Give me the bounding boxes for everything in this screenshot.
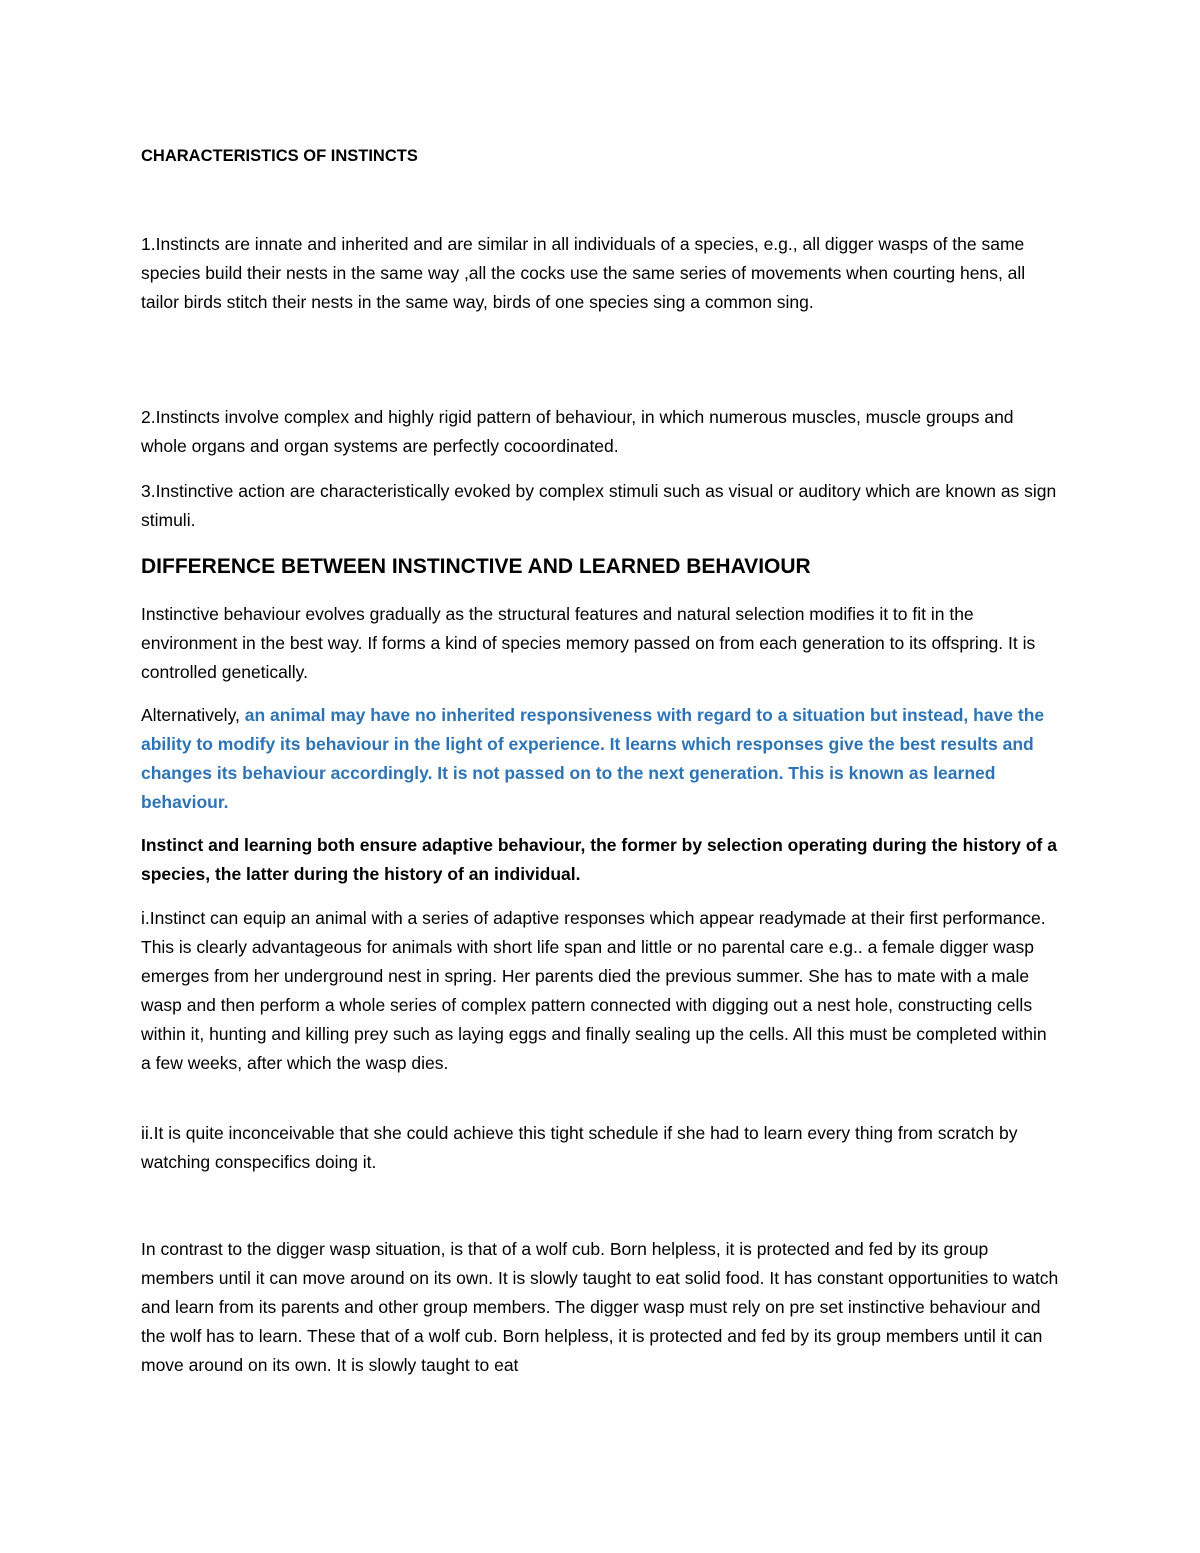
paragraph-instinct-and-learning: Instinct and learning both ensure adaptive behaviour, the former by selection operating during the history of a species, the latter during the history of an individual. xyxy=(141,835,1057,884)
highlighted-text: an animal may have no inherited responsiveness with regard to a situation but instead, have the ability to modify its behaviour in the light of experience. It learns which responses give the best results and changes its behaviour accordingly. It is not passed on to the next generation. This is known as learned behaviour. xyxy=(141,705,1045,812)
section-heading-difference: DIFFERENCE BETWEEN INSTINCTIVE AND LEARNED BEHAVIOUR xyxy=(141,555,811,578)
paragraph-lead-text: Alternatively, xyxy=(141,705,245,725)
section-heading-characteristics: CHARACTERISTICS OF INSTINCTS xyxy=(141,147,418,165)
paragraph-point-3: 3.Instinctive action are characteristically evoked by complex stimuli such as visual or auditory which are known as sign stimuli. xyxy=(141,481,1057,530)
paragraph-point-1: 1.Instincts are innate and inherited and are similar in all individuals of a species, e.g., all digger wasps of the same species build their nests in the same way ,all the cocks use the same series of movements when courting hens, all tailor birds stitch their nests in the same way, birds of one species sing a common sing. xyxy=(141,234,1026,312)
paragraph-point-ii: ii.It is quite inconceivable that she could achieve this tight schedule if she had to learn every thing from scratch by watching conspecifics doing it. xyxy=(141,1123,1018,1172)
paragraph-point-i: i.Instinct can equip an animal with a series of adaptive responses which appear readymade at their first performance. This is clearly advantageous for animals with short life span and little or no parental care e.g.. a female digger wasp emerges from her underground nest in spring. Her parents died the previous summer. She has to mate with a male wasp and then perform a whole series of complex pattern connected with digging out a nest hole, constructing cells within it, hunting and killing prey such as laying eggs and finally sealing up the cells. All this must be completed within a few weeks, after which the wasp dies. xyxy=(141,908,1047,1073)
paragraph-point-2: 2.Instincts involve complex and highly rigid pattern of behaviour, in which numerous muscles, muscle groups and whole organs and organ systems are perfectly cocoordinated. xyxy=(141,407,1014,456)
paragraph-wolf-cub-contrast: In contrast to the digger wasp situation, is that of a wolf cub. Born helpless, it is protected and fed by its group members until it can move around on its own. It is slowly taught to eat solid food. It has constant opportunities to watch and learn from its parents and other group members. The digger wasp must rely on pre set instinctive behaviour and the wolf has to learn. These that of a wolf cub. Born helpless, it is protected and fed by its group members until it can move around on its own. It is slowly taught to eat xyxy=(141,1239,1059,1375)
paragraph-learned-behaviour xyxy=(141,701,1061,817)
paragraph-instinctive-behaviour: Instinctive behaviour evolves gradually as the structural features and natural selection modifies it to fit in the environment in the best way. If forms a kind of species memory passed on from each generation to its offspring. It is controlled genetically. xyxy=(141,604,1036,682)
